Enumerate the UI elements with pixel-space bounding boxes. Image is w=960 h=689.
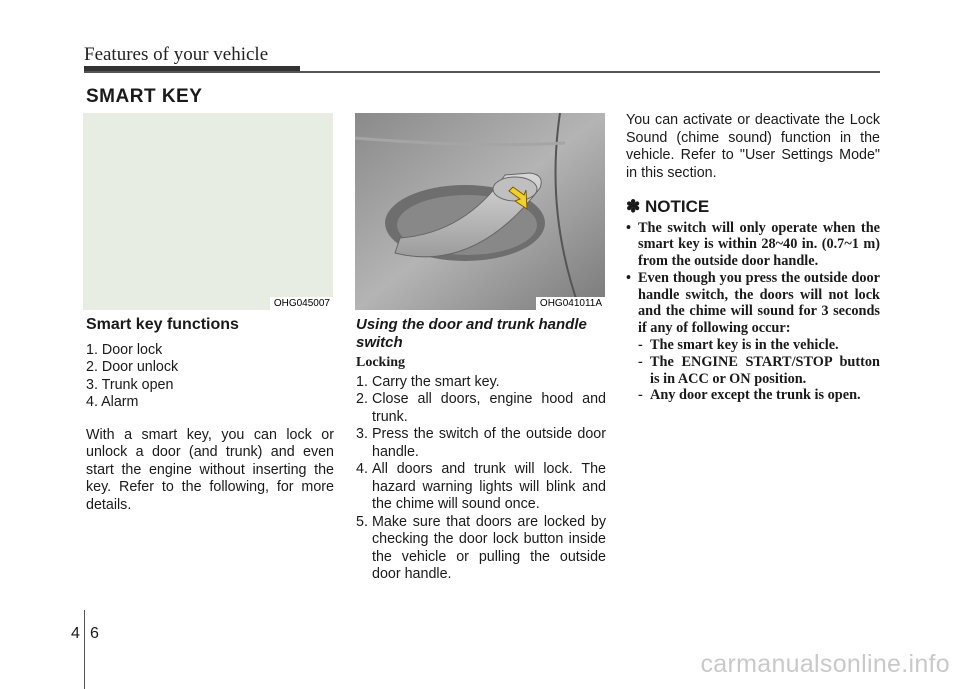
list-item [638, 354, 880, 388]
figure-code: OHG045007 [270, 297, 333, 310]
step-text: All doors and trunk will lock. The hazard warning lights will blink and the chime will sound once. [372, 461, 606, 512]
list-item: 4. Alarm [86, 394, 139, 410]
list-item: 3. Trunk open [86, 376, 174, 393]
step-number: 5. [356, 513, 368, 530]
page-header-title: Features of your vehicle [84, 44, 269, 65]
smart-key-functions-column [86, 316, 334, 514]
step-number: 1. [356, 373, 368, 390]
bullet-icon: • [626, 219, 632, 236]
step-text: Close all doors, engine hood and trunk. [372, 391, 606, 425]
notice-body [626, 220, 880, 405]
dash-icon: - [638, 353, 643, 370]
section-title: SMART KEY [86, 86, 203, 107]
page-number: 6 [90, 625, 99, 642]
sub-item-text: The ENGINE START/STOP button is in ACC or ON position. [650, 353, 880, 387]
list-item [638, 337, 880, 354]
sub-item-text: Any door except the trunk is open. [650, 387, 861, 404]
smart-key-paragraph: With a smart key, you can lock or unlock a door (and trunk) and even start the engine without inserting the key. Refer to the following, for more details. [86, 426, 334, 513]
functions-list [86, 342, 334, 412]
header-rule-thin [84, 71, 880, 73]
locking-steps [356, 374, 606, 584]
list-item [356, 461, 606, 514]
bullet-icon: • [626, 269, 632, 286]
door-handle-figure [355, 113, 605, 310]
footer-divider [84, 610, 85, 689]
smart-key-figure [83, 113, 333, 310]
list-item [356, 426, 606, 461]
bullet-text: Even though you press the outside door handle switch, the doors will not lock and the chime will sound for 3 seconds if any of following occur: [638, 269, 880, 337]
list-item [356, 374, 606, 392]
list-item [626, 270, 880, 337]
notice-heading: ✽ NOTICE [626, 197, 710, 216]
sub-item-text: The smart key is in the vehicle. [650, 337, 839, 354]
lock-sound-paragraph: You can activate or deactivate the Lock Sound (chime sound) function in the vehicle. Refer to "User Settings Mode" in this section. [626, 112, 880, 181]
list-item: 2. Door unlock [86, 359, 179, 375]
bullet-text: The switch will only operate when the smart key is within 28~40 in. (0.7~1 m) from the outside door handle. [638, 219, 880, 270]
step-text: Make sure that doors are locked by checking the door lock button inside the vehicle or pulling the outside door handle. [372, 513, 606, 582]
step-text: Carry the smart key. [372, 373, 500, 390]
step-text: Press the switch of the outside door handle. [372, 426, 606, 460]
list-item [356, 514, 606, 584]
door-handle-heading: Using the door and trunk handle switch [356, 316, 587, 351]
step-number: 4. [356, 461, 368, 477]
dash-icon: - [638, 337, 643, 354]
chapter-number: 4 [71, 625, 80, 642]
list-item [356, 391, 606, 426]
step-number: 3. [356, 426, 368, 442]
watermark: carmanualsonline.info [700, 650, 950, 678]
smart-key-functions-heading: Smart key functions [86, 316, 239, 333]
door-handle-photo [355, 113, 605, 310]
list-item [638, 387, 880, 404]
list-item [626, 220, 880, 270]
locking-subheading: Locking [356, 355, 406, 370]
dash-icon: - [638, 387, 643, 404]
notice-sub-list [626, 337, 880, 404]
list-item: 1. Door lock [86, 341, 163, 358]
figure-code: OHG041011A [536, 297, 605, 310]
notice-column [626, 112, 880, 404]
door-handle-column [356, 316, 606, 584]
step-number: 2. [356, 391, 368, 407]
